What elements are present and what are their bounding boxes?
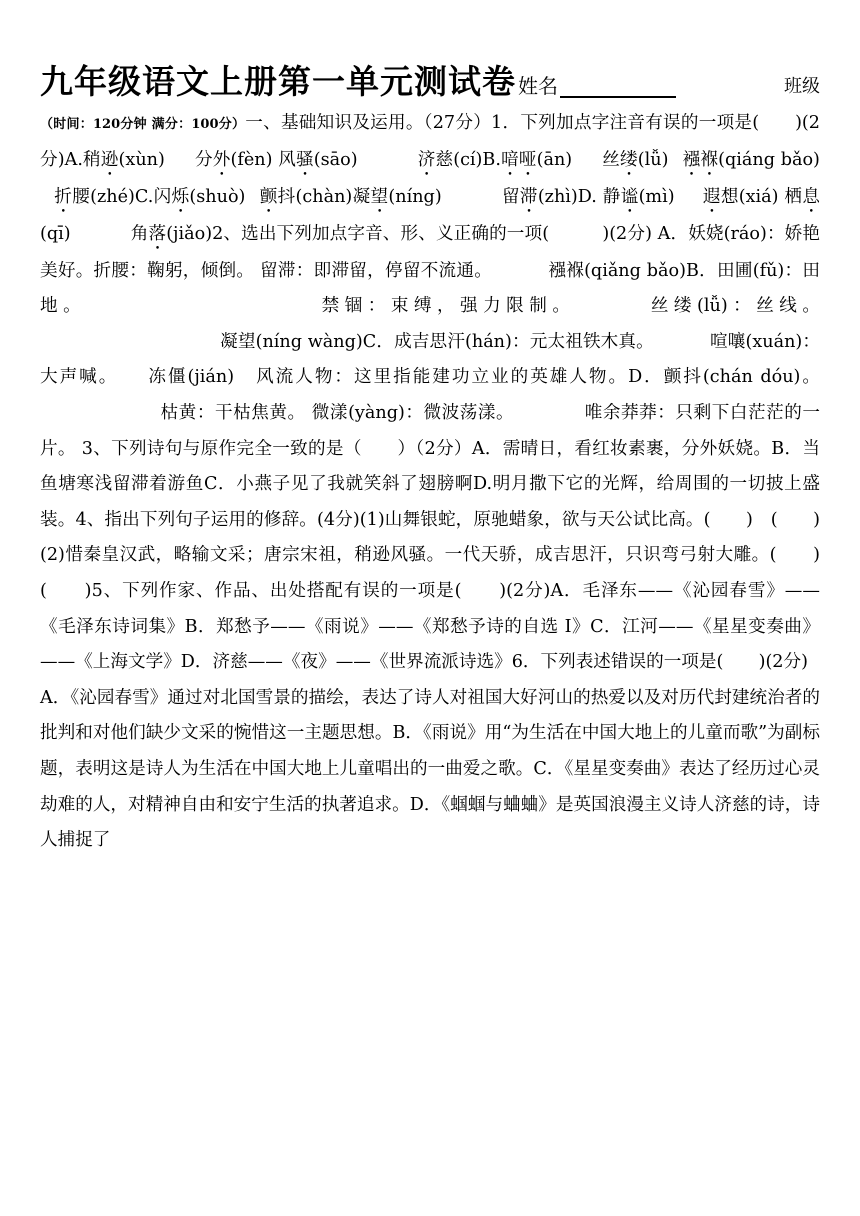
exam-body [40, 106, 856, 859]
q4-item-1: (1)山舞银蛇，原驰蜡象，欲与天公试比高。( ) ( ) [359, 509, 820, 530]
q2-option-c-item: 冻僵(jián) [146, 367, 235, 388]
q3-option-d: D.明月撒下它的光辉，给周围的一切披上盛装。 [40, 474, 820, 530]
q6-option-b: B．《雨说》用“为生活在中国大地上的儿童而歌”为副标题，表明这是诗人为生活在中国大地上儿童唱出的一曲爱之歌。 [40, 723, 820, 779]
name-label: 姓名 [518, 74, 558, 98]
q1-stem: 1．下列加点字注音有误的一项是( )(2分) [40, 113, 820, 170]
class-label: 班级 [784, 76, 820, 97]
q2-option-b-item: 凝望(níng wàng) [220, 331, 363, 352]
name-blank-line[interactable] [560, 74, 676, 98]
q1-option-b: B.喑哑(ān) 丝缕(lǚ) 襁褓(qiáng bǎo)折腰(zhé) [54, 149, 820, 207]
q2-stem: 2、选出下列加点字音、形、义正确的一项( )(2分) [212, 223, 652, 244]
exam-page [40, 40, 856, 1170]
q2-option-a: A．妖娆(ráo)：娇艳美好。折腰：鞠躬，倾倒。 留滞：即滞留，停留不流通。 [40, 223, 820, 281]
q2-option-b-item: 丝缕(lǚ)：丝线。 [645, 296, 820, 317]
q4-stem: 4、指出下列句子运用的修辞。(4分) [75, 509, 360, 530]
time-score-info: （时间：120分钟 满分：100分） [40, 117, 246, 132]
q2-option-a-item: 襁褓(qiǎng bǎo) [548, 260, 686, 281]
q3-option-b: B．当鱼塘寒浅留滞着游鱼 [40, 438, 820, 495]
q5-option-d: D．济慈——《夜》——《世界流派诗选》 [180, 652, 512, 673]
q2-option-b: B．田圃(fǔ)：田地。 [40, 260, 820, 317]
q6-option-a: A．《沁园春雪》通过对北国雪景的描绘，表达了诗人对祖国大好河山的热爱以及对历代封建统治者的批判和对他们缺少文采的惋惜这一主题思想。 [40, 687, 820, 744]
q5-option-b: B．郑愁予——《雨说》——《郑愁予诗的自选 I》 [184, 616, 591, 637]
q6-option-c: C．《星星变奏曲》表达了经历过心灵劫难的人，对精神自由和安宁生活的执著追求。 [40, 758, 820, 815]
q2-option-c: C．成吉思汗(hán)：元太祖铁木真。 [362, 331, 654, 352]
q4-item-2: (2)惜秦皇汉武，略输文采；唐宗宋祖，稍逊风骚。一代天骄，成吉思汗，只识弯弓射大雕。( ) ( ) [40, 545, 856, 601]
q2-option-b-item: 禁锢：束缚，强力限制。 [316, 296, 576, 317]
q2-option-c-item: 喧嚷(xuán)：大声喊。 [40, 331, 820, 388]
header-row [40, 40, 820, 101]
section-heading: 一、基础知识及运用。（27分） [245, 113, 492, 133]
q2-option-c-item: 风流人物：这里指能建功立业的英雄人物。 [254, 367, 629, 388]
q6-option-d: D．《蝈蝈与蛐蛐》是英国浪漫主义诗人济慈的诗，诗人捕捉了 [40, 794, 820, 851]
q1-option-d: D. 静谧(mì) 遐想(xiá) 栖息(qī) 角落(jiǎo) [40, 186, 820, 244]
q5-option-c: C．江河——《星星变奏曲》——《上海文学》 [40, 616, 820, 673]
q2-option-d-item: 微漾(yàng)：微波荡漾。 [311, 402, 515, 423]
q3-stem: 3、下列诗句与原作完全一致的是（ ）（2分） [81, 438, 472, 459]
q1-option-c: C.闪烁(shuò) 颤抖(chàn)凝望(níng) 留滞(zhì) [134, 186, 578, 207]
q5-option-a: A．毛泽东——《沁园春雪》——《毛泽东诗词集》 [40, 580, 820, 637]
page-title: 九年级语文上册第一单元测试卷 [40, 62, 516, 101]
q3-option-c: C．小燕子见了我就笑斜了翅膀啊 [203, 474, 474, 495]
q2-option-d: D．颤抖(chán dóu)。 [628, 367, 820, 388]
q3-option-a: A．需晴日，看红妆素裹，分外妖娆。 [471, 438, 772, 459]
q5-stem: 5、下列作家、作品、出处搭配有误的一项是( )(2分) [91, 580, 551, 601]
q1-option-a: A.稍逊(xùn) 分外(fèn) 风骚(sāo) 济慈(cí) [64, 149, 483, 170]
q2-option-d-item: 唯余莽莽：只剩下白茫茫的一片。 [40, 402, 820, 459]
q2-option-d-item: 枯黄：干枯焦黄。 [160, 402, 306, 423]
q6-stem: 6．下列表述错误的一项是( )(2分) [511, 652, 808, 673]
